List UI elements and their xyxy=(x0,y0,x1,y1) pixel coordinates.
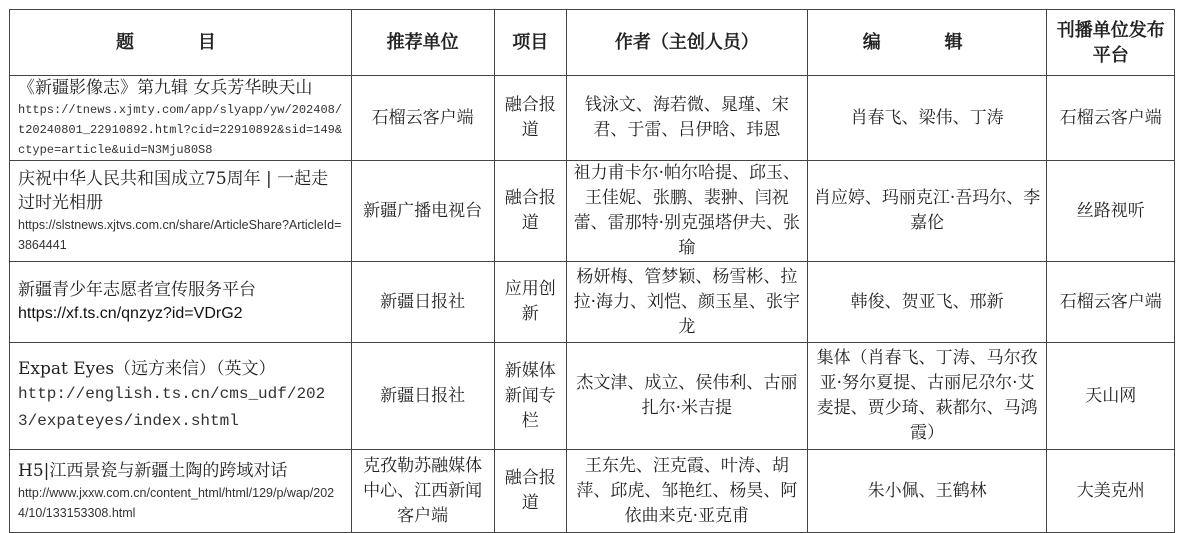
row-platform: 石榴云客户端 xyxy=(1047,76,1175,161)
header-platform: 刊播单位发布平台 xyxy=(1047,10,1175,76)
row-url-link[interactable]: https://xf.ts.cn/qnzyz?id=VDrG2 xyxy=(18,305,243,322)
row-category: 新媒体新闻专栏 xyxy=(494,343,566,450)
row-platform: 大美克州 xyxy=(1047,450,1175,533)
awards-table xyxy=(9,9,1175,533)
row-authors: 杨妍梅、管梦颖、杨雪彬、拉拉·海力、刘恺、颜玉星、张宇龙 xyxy=(566,262,807,343)
row-title-cell xyxy=(10,262,352,343)
row-category: 融合报道 xyxy=(494,161,566,262)
table-row xyxy=(10,76,1175,161)
row-authors: 祖力甫卡尔·帕尔哈提、邱玉、王佳妮、张鹏、裴翀、闫祝蕾、雷那特·别克强塔伊夫、张瑜 xyxy=(566,161,807,262)
row-url-link[interactable]: https://tnews.xjmty.com/app/slyapp/yw/202408/t20240801_22910892.html?cid=22910892&sid=149&ctype=article&uid=N3Mju80S8 xyxy=(18,103,343,157)
table-row xyxy=(10,450,1175,533)
row-authors: 王东先、汪克霞、叶涛、胡萍、邱虎、邹艳红、杨昊、阿依曲来克·亚克甫 xyxy=(566,450,807,533)
row-platform: 天山网 xyxy=(1047,343,1175,450)
row-title-cell xyxy=(10,161,352,262)
row-editors: 韩俊、贺亚飞、邢新 xyxy=(807,262,1047,343)
row-url-link[interactable]: http://www.jxxw.com.cn/content_html/html/129/p/wap/2024/10/133153308.html xyxy=(18,486,335,520)
row-category: 应用创新 xyxy=(494,262,566,343)
header-unit: 推荐单位 xyxy=(351,10,494,76)
table-header-row xyxy=(10,10,1175,76)
row-platform: 石榴云客户端 xyxy=(1047,262,1175,343)
header-title: 题 目 xyxy=(10,10,352,76)
row-title: 新疆青少年志愿者宣传服务平台 xyxy=(18,280,256,300)
table-row xyxy=(10,161,1175,262)
row-category: 融合报道 xyxy=(494,450,566,533)
row-editors: 肖应婷、玛丽克江·吾玛尔、李嘉伦 xyxy=(807,161,1047,262)
row-editors: 集体（肖春飞、丁涛、马尔孜亚·努尔夏提、古丽尼尕尔·艾麦提、贾少琦、萩都尔、马鸿霞） xyxy=(807,343,1047,450)
row-editors: 肖春飞、梁伟、丁涛 xyxy=(807,76,1047,161)
row-title-cell xyxy=(10,76,352,161)
row-title: 《新疆影像志》第九辑 女兵芳华映天山 xyxy=(18,78,313,98)
row-url-link[interactable]: http://english.ts.cn/cms_udf/2023/expateyes/index.shtml xyxy=(18,385,326,430)
header-category: 项目 xyxy=(494,10,566,76)
header-authors: 作者（主创人员） xyxy=(566,10,807,76)
row-title: 庆祝中华人民共和国成立75周年 | 一起走过时光相册 xyxy=(18,169,329,213)
row-category: 融合报道 xyxy=(494,76,566,161)
row-editors: 朱小佩、王鹤林 xyxy=(807,450,1047,533)
row-title: H5|江西景瓷与新疆土陶的跨域对话 xyxy=(18,461,288,481)
row-title: Expat Eyes（远方来信）（英文） xyxy=(18,359,276,379)
row-title-cell xyxy=(10,343,352,450)
row-url-link[interactable]: https://slstnews.xjtvs.com.cn/share/ArticleShare?ArticleId=3864441 xyxy=(18,218,342,252)
row-authors: 杰文津、成立、侯伟利、古丽扎尔·米吉提 xyxy=(566,343,807,450)
row-unit: 新疆广播电视台 xyxy=(351,161,494,262)
row-platform: 丝路视听 xyxy=(1047,161,1175,262)
table-row xyxy=(10,343,1175,450)
row-unit: 新疆日报社 xyxy=(351,262,494,343)
row-unit: 新疆日报社 xyxy=(351,343,494,450)
row-unit: 石榴云客户端 xyxy=(351,76,494,161)
awards-table-wrapper xyxy=(9,9,1175,533)
row-title-cell xyxy=(10,450,352,533)
table-row xyxy=(10,262,1175,343)
row-authors: 钱泳文、海若微、晁瑾、宋君、于雷、吕伊晗、玮恩 xyxy=(566,76,807,161)
header-editors: 编 辑 xyxy=(807,10,1047,76)
row-unit: 克孜勒苏融媒体中心、江西新闻客户端 xyxy=(351,450,494,533)
